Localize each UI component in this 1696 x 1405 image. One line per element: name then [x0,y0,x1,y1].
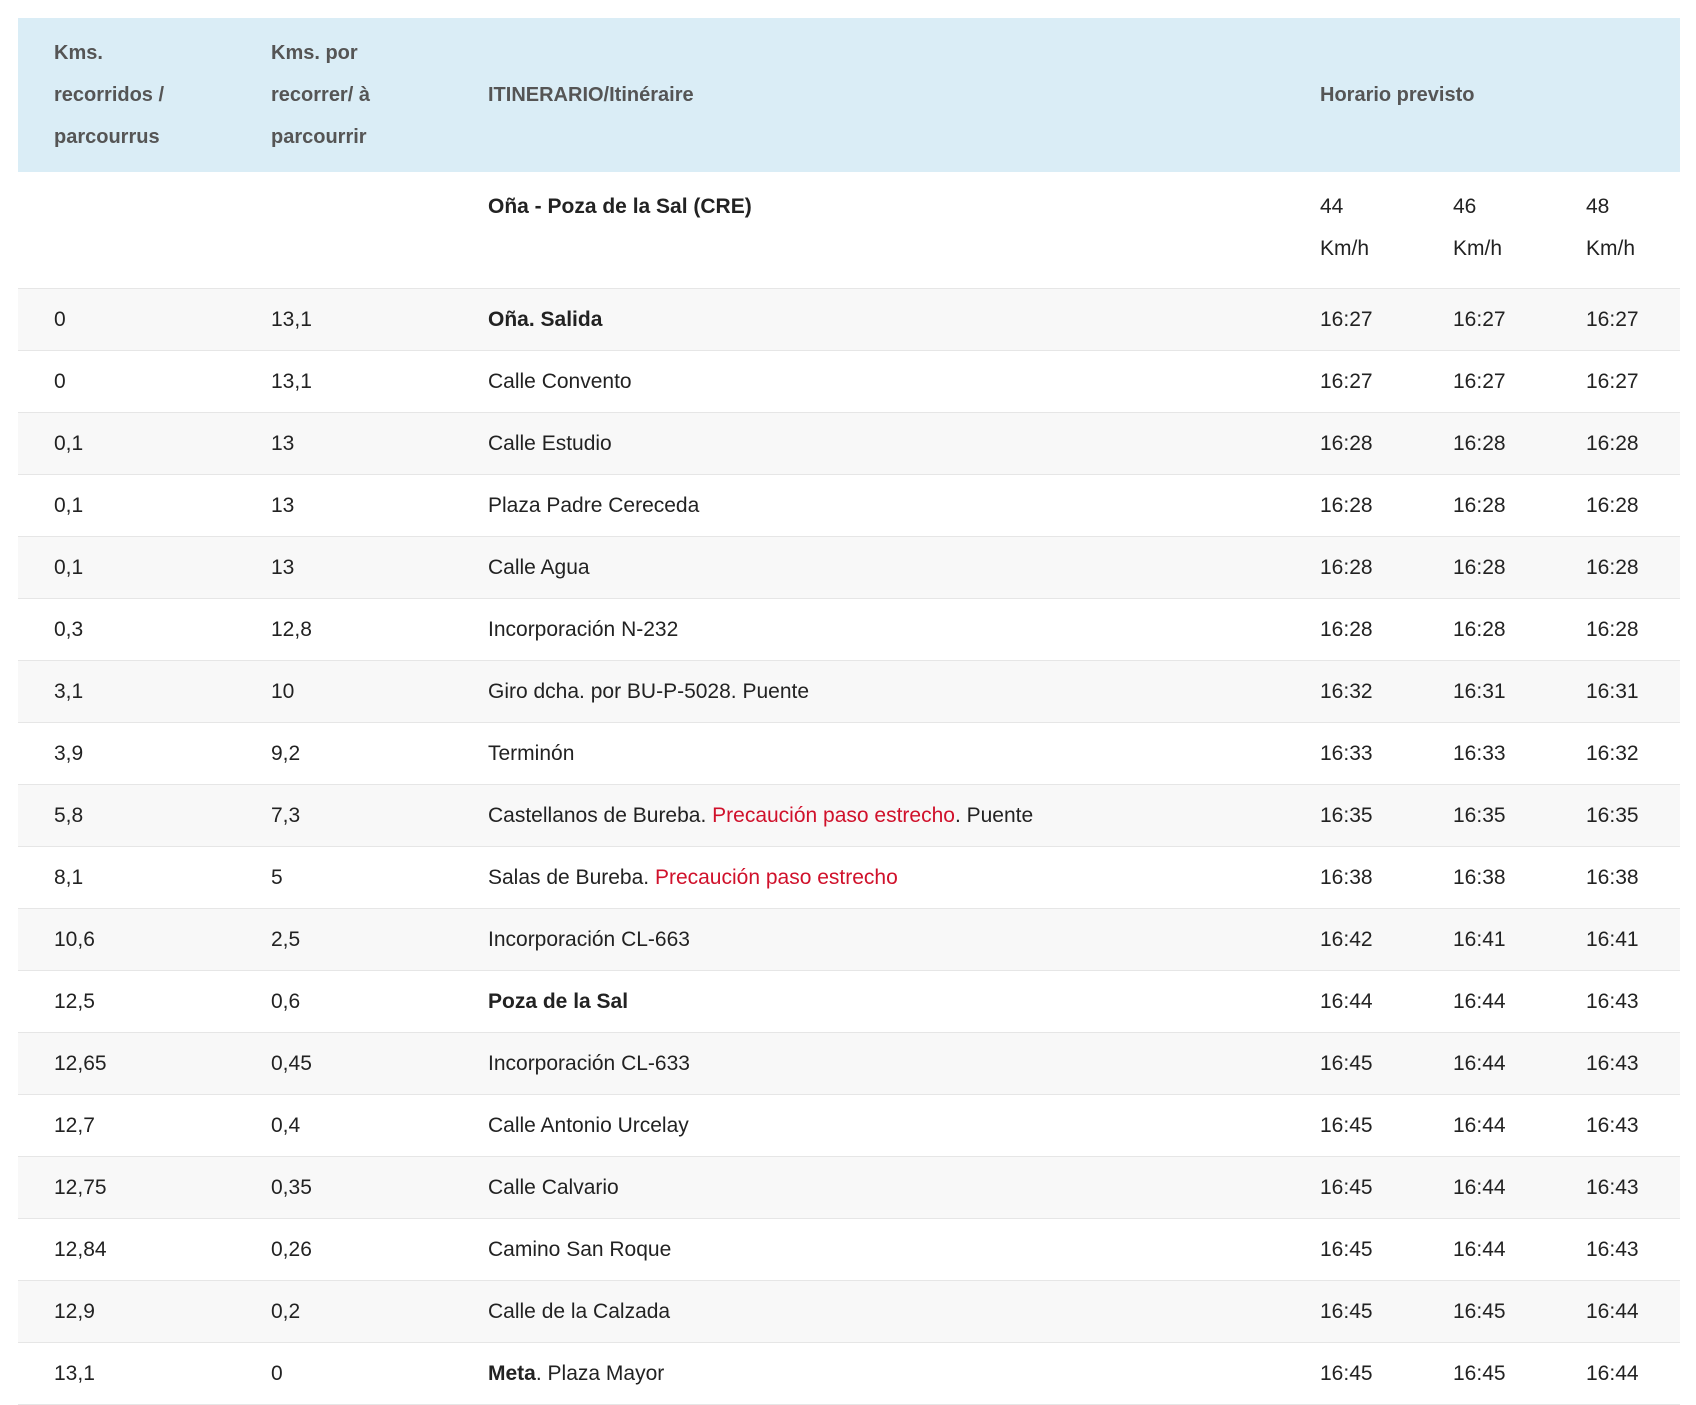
km-left-cell: 13,1 [235,351,452,413]
itinerary-cell [452,661,1284,723]
place-text: Salas de Bureba. [488,865,655,889]
itinerary-cell [452,909,1284,971]
table-row [18,413,1680,475]
table-header [18,18,1680,172]
time-48-cell: 16:28 [1550,413,1680,475]
table-row [18,1219,1680,1281]
empty-cell [235,172,452,289]
time-44-cell: 16:28 [1284,599,1417,661]
itinerary-cell [452,413,1284,475]
km-done-cell: 12,84 [18,1219,235,1281]
km-done-cell: 13,1 [18,1343,235,1405]
km-done-cell: 12,7 [18,1095,235,1157]
km-left-cell: 0 [235,1343,452,1405]
km-left-cell: 0,4 [235,1095,452,1157]
time-46-cell: 16:28 [1417,599,1550,661]
itinerary-cell [452,1281,1284,1343]
time-48-cell: 16:41 [1550,909,1680,971]
itinerary-cell [452,1157,1284,1219]
warning-text: Precaución paso estrecho [654,865,898,889]
time-46-cell: 16:44 [1417,1157,1550,1219]
header-km-done: Kms. recorridos / parcourrus [54,42,165,148]
itinerary-cell [452,599,1284,661]
table-row [18,1033,1680,1095]
itinerary-cell [452,475,1284,537]
place-text: Incorporación CL-633 [488,1051,690,1075]
time-46-cell: 16:35 [1417,785,1550,847]
time-44-cell: 16:28 [1284,413,1417,475]
table-row [18,661,1680,723]
time-46-cell: 16:38 [1417,847,1550,909]
itinerary-cell [452,351,1284,413]
itinerary-cell [452,847,1284,909]
time-44-cell: 16:33 [1284,723,1417,785]
itinerary-cell [452,289,1284,351]
km-done-cell: 3,9 [18,723,235,785]
place-after-text: . Puente [954,803,1034,827]
time-48-cell: 16:27 [1550,289,1680,351]
place-bold-text: Poza de la Sal [488,989,629,1013]
place-text: Giro dcha. por BU-P-5028. Puente [488,679,810,703]
time-48-cell: 16:43 [1550,971,1680,1033]
km-left-cell: 0,6 [235,971,452,1033]
km-left-cell: 13 [235,537,452,599]
place-bold-text: Meta [488,1361,536,1385]
empty-cell [18,172,235,289]
place-text: Calle de la Calzada [488,1299,671,1323]
km-done-cell: 12,65 [18,1033,235,1095]
time-44-cell: 16:42 [1284,909,1417,971]
time-48-cell: 16:38 [1550,847,1680,909]
place-text: Calle Convento [488,369,632,393]
km-left-cell: 0,26 [235,1219,452,1281]
place-bold-text: Oña. Salida [488,307,603,331]
time-46-cell: 16:44 [1417,971,1550,1033]
km-done-cell: 0 [18,351,235,413]
itinerary-cell [452,1219,1284,1281]
time-44-cell: 16:27 [1284,289,1417,351]
time-48-cell: 16:43 [1550,1033,1680,1095]
time-44-cell: 16:28 [1284,537,1417,599]
time-48-cell: 16:31 [1550,661,1680,723]
speed-44: 44 Km/h [1320,195,1370,260]
table-row [18,599,1680,661]
header-km-left: Kms. por recorrer/ à parcourrir [271,42,370,148]
time-48-cell: 16:28 [1550,599,1680,661]
warning-text: Precaución paso estrecho [712,803,955,827]
time-46-cell: 16:27 [1417,351,1550,413]
place-text: Castellanos de Bureba. [488,803,713,827]
km-left-cell: 13 [235,413,452,475]
itinerary-table-container [18,18,1680,1405]
table-row [18,1095,1680,1157]
time-44-cell: 16:45 [1284,1343,1417,1405]
itinerary-cell [452,537,1284,599]
time-44-cell: 16:27 [1284,351,1417,413]
time-46-cell: 16:45 [1417,1281,1550,1343]
table-row [18,537,1680,599]
km-left-cell: 0,45 [235,1033,452,1095]
time-44-cell: 16:45 [1284,1281,1417,1343]
km-done-cell: 10,6 [18,909,235,971]
km-left-cell: 5 [235,847,452,909]
time-48-cell: 16:28 [1550,475,1680,537]
km-done-cell: 0 [18,289,235,351]
time-46-cell: 16:28 [1417,475,1550,537]
km-left-cell: 9,2 [235,723,452,785]
km-done-cell: 5,8 [18,785,235,847]
table-row [18,351,1680,413]
km-done-cell: 0,1 [18,413,235,475]
itinerary-table [18,18,1680,1405]
km-left-cell: 0,35 [235,1157,452,1219]
place-text: Calle Agua [488,555,590,579]
table-row [18,971,1680,1033]
km-done-cell: 3,1 [18,661,235,723]
table-row [18,847,1680,909]
itinerary-cell [452,971,1284,1033]
place-text: Incorporación CL-663 [488,927,690,951]
km-done-cell: 0,3 [18,599,235,661]
time-46-cell: 16:31 [1417,661,1550,723]
time-48-cell: 16:28 [1550,537,1680,599]
table-row [18,723,1680,785]
place-text: Camino San Roque [488,1237,672,1261]
time-46-cell: 16:28 [1417,537,1550,599]
table-row [18,1157,1680,1219]
route-name: Oña - Poza de la Sal (CRE) [488,195,752,218]
time-46-cell: 16:28 [1417,413,1550,475]
table-body [18,172,1680,1405]
header-schedule: Horario previsto [1320,84,1475,106]
time-48-cell: 16:27 [1550,351,1680,413]
table-row [18,909,1680,971]
place-text: Calle Estudio [488,431,612,455]
table-row [18,475,1680,537]
time-48-cell: 16:35 [1550,785,1680,847]
place-text: Calle Calvario [488,1175,619,1199]
km-left-cell: 2,5 [235,909,452,971]
speed-48: 48 Km/h [1586,195,1636,260]
km-done-cell: 0,1 [18,475,235,537]
time-44-cell: 16:45 [1284,1033,1417,1095]
itinerary-cell [452,723,1284,785]
place-text: . Plaza Mayor [535,1361,665,1385]
km-done-cell: 8,1 [18,847,235,909]
itinerary-cell [452,1343,1284,1405]
place-text: Incorporación N-232 [488,617,679,641]
speed-46: 46 Km/h [1453,195,1503,260]
table-row [18,1343,1680,1405]
time-44-cell: 16:45 [1284,1095,1417,1157]
time-46-cell: 16:41 [1417,909,1550,971]
time-46-cell: 16:45 [1417,1343,1550,1405]
km-left-cell: 13,1 [235,289,452,351]
time-48-cell: 16:43 [1550,1095,1680,1157]
time-48-cell: 16:44 [1550,1281,1680,1343]
time-46-cell: 16:33 [1417,723,1550,785]
table-row [18,785,1680,847]
time-48-cell: 16:43 [1550,1219,1680,1281]
itinerary-cell [452,785,1284,847]
route-subheader-row [18,172,1680,289]
place-text: Calle Antonio Urcelay [488,1113,689,1137]
time-44-cell: 16:45 [1284,1157,1417,1219]
time-44-cell: 16:35 [1284,785,1417,847]
time-44-cell: 16:38 [1284,847,1417,909]
km-left-cell: 7,3 [235,785,452,847]
itinerary-cell [452,1033,1284,1095]
km-left-cell: 13 [235,475,452,537]
time-46-cell: 16:27 [1417,289,1550,351]
time-44-cell: 16:44 [1284,971,1417,1033]
itinerary-cell [452,1095,1284,1157]
km-done-cell: 12,9 [18,1281,235,1343]
time-48-cell: 16:32 [1550,723,1680,785]
km-done-cell: 12,5 [18,971,235,1033]
km-done-cell: 12,75 [18,1157,235,1219]
table-row [18,289,1680,351]
time-44-cell: 16:28 [1284,475,1417,537]
time-48-cell: 16:44 [1550,1343,1680,1405]
place-text: Terminón [488,741,575,765]
header-itinerary: ITINERARIO/Itinéraire [488,84,694,106]
place-text: Plaza Padre Cereceda [488,493,700,517]
time-46-cell: 16:44 [1417,1095,1550,1157]
time-46-cell: 16:44 [1417,1033,1550,1095]
km-left-cell: 10 [235,661,452,723]
time-44-cell: 16:32 [1284,661,1417,723]
time-48-cell: 16:43 [1550,1157,1680,1219]
time-44-cell: 16:45 [1284,1219,1417,1281]
table-row [18,1281,1680,1343]
time-46-cell: 16:44 [1417,1219,1550,1281]
km-left-cell: 12,8 [235,599,452,661]
km-left-cell: 0,2 [235,1281,452,1343]
km-done-cell: 0,1 [18,537,235,599]
